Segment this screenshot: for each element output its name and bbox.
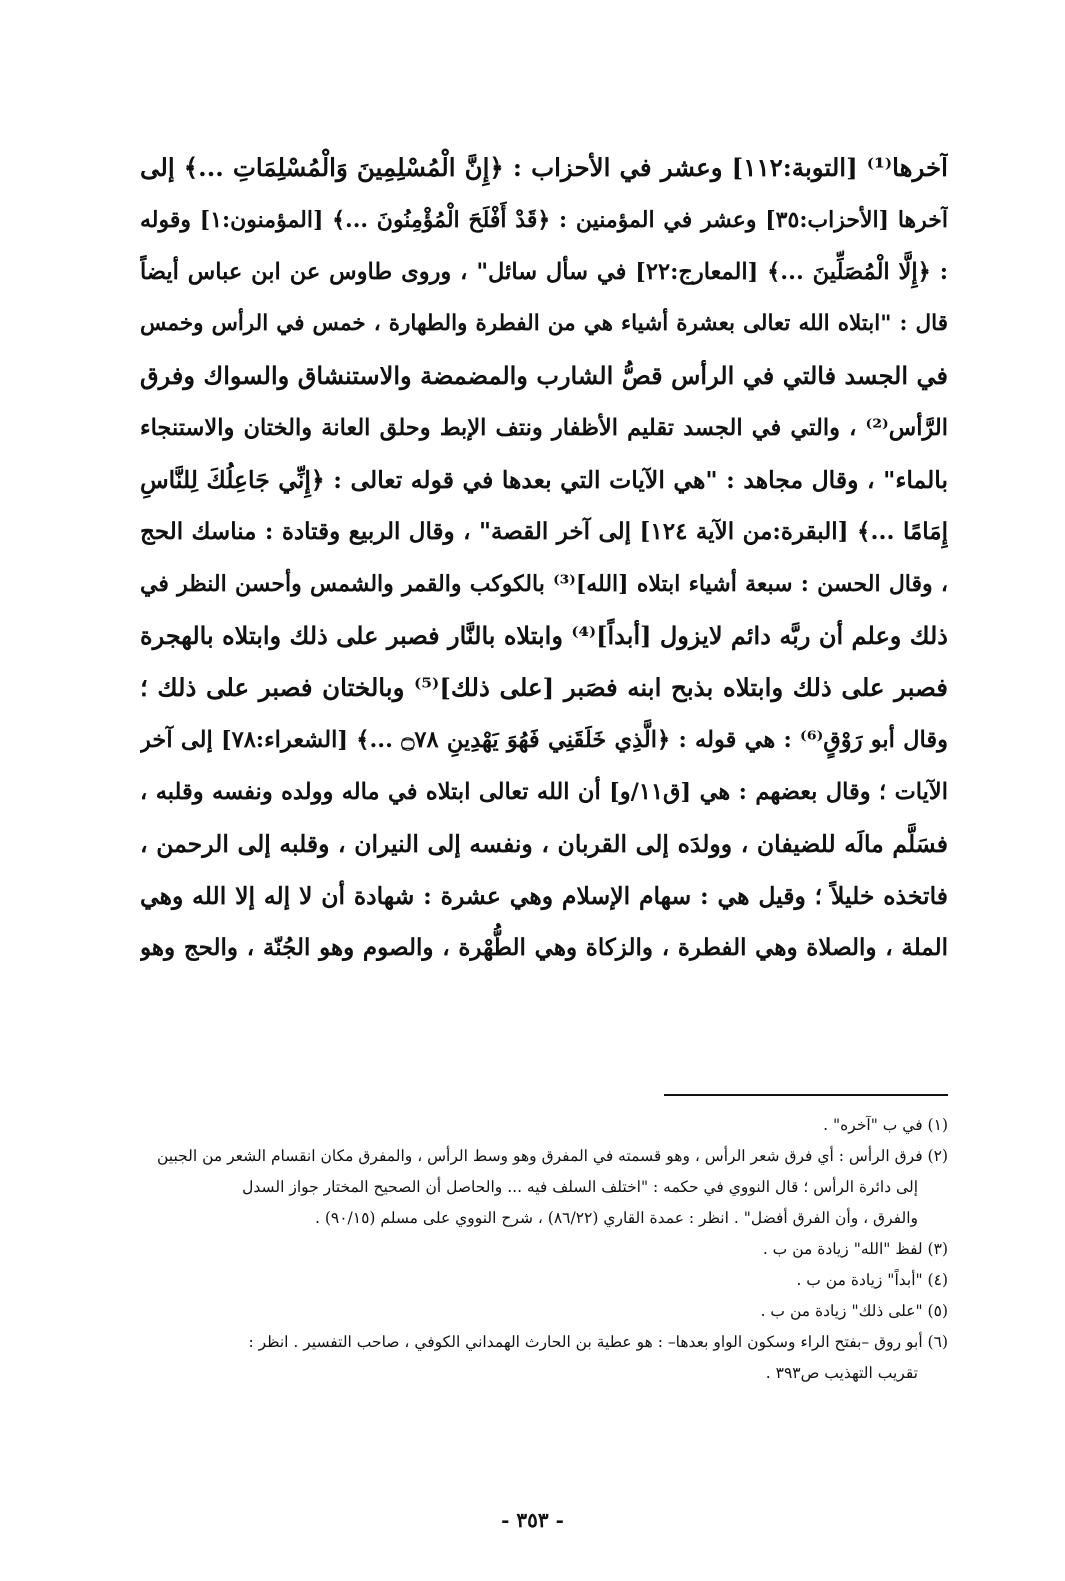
footnote-5: (٥) "على ذلك" زيادة من ب .: [760, 1302, 948, 1320]
footnote-2: (٢) فرق الرأس : أي فرق شعر الرأس ، وهو قسمته في المفرق وهو وسط الرأس ، والمفرق مكان انقسام الشعر من الجبين: [156, 1147, 948, 1165]
text-line: فاتخذه خليلاً ؛ وقيل هي : سهام الإسلام وهي عشرة : شهادة أن لا إله إلا الله وهي: [140, 882, 948, 910]
text-line: بالماء" ، وقال مجاهد : "هي الآيات التي بعدها في قوله تعالى : ﴿إِنِّي جَاعِلُكَ لِلنَّاسِ: [140, 466, 948, 494]
main-text-block: [140, 142, 948, 974]
footnote-separator: [664, 1094, 948, 1096]
footnote-6-continued: تقريب التهذيب ص٣٩٣ .: [765, 1364, 918, 1382]
footnote-2-continued: والفرق ، وأن الفرق أفضل" . انظر : عمدة القاري (٨٦/٢٢) ، شرح النووي على مسلم (٩٠/١٥) .: [314, 1209, 918, 1227]
text-line: الآيات ؛ وقال بعضهم : هي [ق١١/و] أن الله تعالى ابتلاه في ماله وولده ونفسه وقلبه ،: [140, 779, 948, 805]
footnote-6: (٦) أبو روق –بفتح الراء وسكون الواو بعدها– : هو عطية بن الحارث الهمداني الكوفي ، صاحب التفسير . انظر :: [248, 1333, 948, 1351]
text-line: إِمَامًا ...﴾ [البقرة:من الآية ١٢٤] إلى آخر القصة" ، وقال الربيع وقتادة : مناسك الحج: [140, 518, 948, 545]
text-line: قال : "ابتلاه الله تعالى بعشرة أشياء هي من الفطرة والطهارة ، خمس في الرأس وخمس: [140, 311, 948, 336]
text-line: آخرها⁽¹⁾ [التوبة:١١٢] وعشر في الأحزاب : ﴿إِنَّ الْمُسْلِمِينَ وَالْمُسْلِمَاتِ ...﴾ إلى: [140, 153, 948, 182]
text-line: : ﴿إِلَّا الْمُصَلِّينَ ...﴾ [المعارج:٢٢] في سأل سائل" ، وروى طاوس عن ابن عباس أيضاً: [140, 259, 948, 285]
footnote-4: (٤) "أبداً" زيادة من ب .: [796, 1271, 948, 1289]
text-line: في الجسد فالتي في الرأس قصُّ الشارب والمضمضة والاستنشاق والسواك وفرق: [140, 361, 948, 390]
text-line: الملة ، والصلاة وهي الفطرة ، والزكاة وهي الطُّهْرة ، والصوم وهو الجُنّة ، والحج وهو: [140, 934, 948, 961]
footnote-3: (٣) لفظ "الله" زيادة من ب .: [762, 1240, 948, 1258]
footnotes-block: [140, 1110, 948, 1389]
text-line: فصبر على ذلك وابتلاه بذبح ابنه فصَبر [على ذلك]⁽⁵⁾ وبالختان فصبر على ذلك ؛: [140, 673, 948, 702]
footnote-2-continued: إلى دائرة الرأس ؛ قال النووي في حكمه : "اختلف السلف فيه ... والحاصل أن الصحيح المختار جواز السدل: [242, 1178, 918, 1196]
text-line: ذلك وعلم أن ربَّه دائم لايزول [أبداً]⁽⁴⁾ وابتلاه بالنَّار فصبر على ذلك وابتلاه بالهجرة: [140, 621, 948, 650]
page-number: - ٣٥٣ -: [501, 1508, 564, 1532]
text-line: فسَلَّم مالَه للضيفان ، وولدَه إلى القربان ، ونفسه إلى النيران ، وقلبه إلى الرحمن ،: [140, 830, 948, 858]
footnote-1: (١) في ب "آخره" .: [823, 1116, 948, 1134]
text-line: ، وقال الحسن : سبعة أشياء ابتلاه [الله]⁽³⁾ بالكوكب والقمر والشمس وأحسن النظر في: [140, 571, 948, 597]
text-line: آخرها [الأحزاب:٣٥] وعشر في المؤمنين : ﴿قَدْ أَفْلَحَ الْمُؤْمِنُونَ ...﴾ [المؤمنون:١] وقوله: [140, 207, 948, 233]
text-line: وقال أبو رَوْقٍ⁽⁶⁾ : هي قوله : ﴿الَّذِي خَلَقَنِي فَهُوَ يَهْدِينِ ۝٧٨ ...﴾ [الشعراء:٧٨] إلى آخر: [140, 727, 948, 753]
text-line: الرَّأس⁽²⁾ ، والتي في الجسد تقليم الأظفار ونتف الإبط وحلق العانة والختان والاستنجاء: [140, 415, 948, 441]
